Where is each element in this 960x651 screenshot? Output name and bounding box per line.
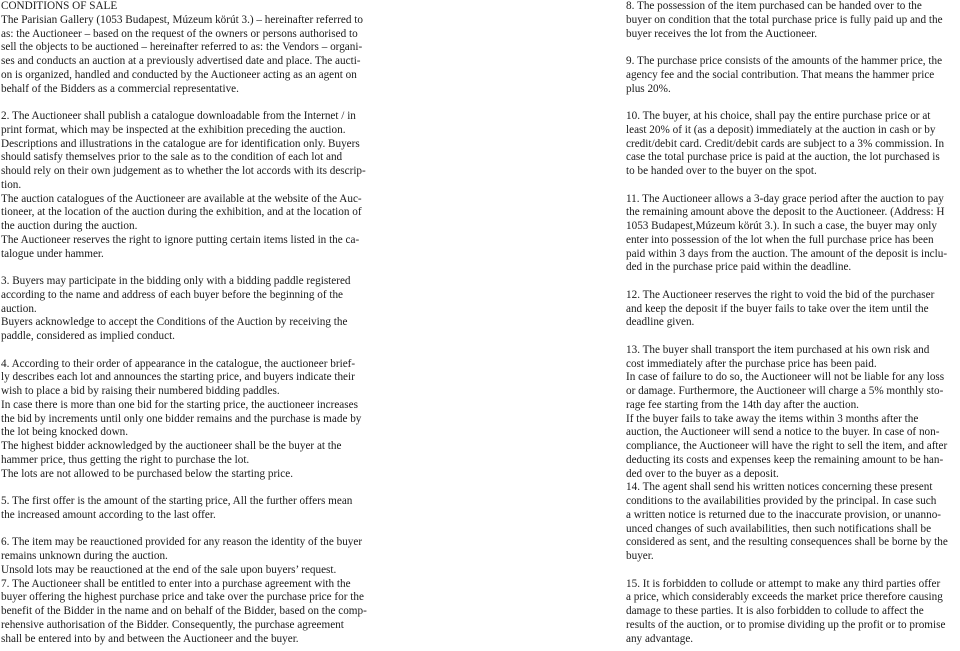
text-line: buyer receives the lot from the Auctioneer. [626,27,818,40]
paragraph-gap [626,96,959,110]
text-line: should satisfy themselves prior to the sale as to the condition of each lot and [1,151,343,164]
text-line: cost immediately after the purchase price has been paid. [626,357,877,370]
text-line: paddle, considered as implied conduct. [1,330,175,342]
text-line: should rely on their own judgement as to whether the lot accords with its descrip- [1,165,366,177]
text-line: 13. The buyer shall transport the item purchased at his own risk and [626,343,930,356]
text-line: 5. The first offer is the amount of the starting price, All the further offers mean [1,495,353,507]
paragraph-gap [1,261,373,275]
text-line: tion. [1,178,22,191]
text-line: plus 20%. [626,82,671,95]
text-line: conditions to the availabilities provided by the principal. In case such [626,495,937,507]
text-line: 1053 Budapest,Múzeum körút 3.). In such a case, the buyer may only [626,220,937,232]
text-line: talogue under hammer. [1,247,104,260]
text-line: ded in the purchase price paid within the deadline. [626,261,852,274]
text-line: a price, which considerably exceeds the market price therefore causing [626,591,943,604]
text-line: paid within 3 days from the auction. The amount of the deposit is inclu- [626,247,948,260]
text-line: hammer price, thus getting the right to purchase the lot. [1,453,250,466]
text-line: the remaining amount above the deposit to the Auctioneer. (Address: H [626,206,945,219]
text-line: ly describes each lot and announces the starting price, and buyers indicate their [1,371,355,384]
text-line: remains unknown during the auction. [1,550,168,562]
paragraph-gap [626,275,959,289]
text-line: as: the Auctioneer – based on the request of the owners or persons authorised to [1,27,358,40]
text-line: auction. [1,302,37,315]
text-line: auction, the Auctioneer will send a notice to the buyer. In case of non- [626,426,940,439]
text-line: on is organized, handled and conducted by the Auctioneer acting as an agent on [1,68,357,81]
text-line: ses and conducts an auction at a previously advertised date and place. The aucti- [1,55,361,67]
text-line: behalf of the Bidders as a commercial representative. [1,82,239,95]
left-column [1,0,373,646]
text-line: sell the objects to be auctioned – hereinafter referred to as: the Vendors – organi- [1,41,363,54]
text-line: 9. The purchase price consists of the amounts of the hammer price, the [626,55,943,67]
paragraph-gap [626,179,959,193]
text-line: considered as sent, and the resulting consequences shall be borne by the [626,536,948,549]
text-line: any advantage. [626,632,694,645]
text-line: tioneer, at the location of the auction during the exhibition, and at the location of [1,206,362,219]
text-line: unced changes of such availabilities, then such notifications shall be [626,522,932,535]
paragraph-gap [626,564,959,578]
text-line: the increased amount according to the last offer. [1,508,216,521]
text-line: the auction during the auction. [1,220,138,232]
text-line: print format, which may be inspected at the exhibition preceding the auction. [1,123,346,136]
text-line: or damage. Furthermore, the Auctioneer will charge a 5% monthly sto- [626,385,944,397]
text-line: Unsold lots may be reauctioned at the end of the sale upon buyers’ request. [1,563,337,576]
text-line: ded over to the buyer as a deposit. [626,467,779,480]
text-line: The Parisian Gallery (1053 Budapest, Múzeum körút 3.) – hereinafter referred to [1,13,363,26]
text-line: shall be entered into by and between the Auctioneer and the buyer. [1,632,299,645]
paragraph-gap [626,330,959,344]
text-line: 8. The possession of the item purchased can be handed over to the [626,0,922,12]
text-line: the lot being knocked down. [1,426,129,439]
text-line: according to the name and address of each buyer before the beginning of the [1,288,344,301]
paragraph-gap [626,41,959,55]
text-line: deadline given. [626,316,695,329]
text-line: deducting its costs and expenses keep the remaining amount to be han- [626,453,944,466]
text-line: case the total purchase price is paid at the auction, the lot purchased is [626,151,940,164]
document-title: CONDITIONS OF SALE [1,0,118,12]
text-line: 10. The buyer, at his choice, shall pay the entire purchase price or at [626,110,931,122]
text-line: benefit of the Bidder in the name and on behalf of the Bidder, based on the comp- [1,605,367,617]
paragraph-gap [1,523,373,537]
text-line: The auction catalogues of the Auctioneer are available at the website of the Auc- [1,192,362,205]
text-line: enter into possession of the lot when the full purchase price has been [626,233,934,246]
paragraph-gap [1,344,373,358]
text-line: In case there is more than one bid for the starting price, the auctioneer increases [1,398,358,411]
text-line: rehensive authorisation of the Bidder. Consequently, the purchase agreement [1,618,344,631]
text-line: buyer. [626,550,654,562]
text-line: 3. Buyers may participate in the bidding only with a bidding paddle registered [1,275,351,287]
text-line: 4. According to their order of appearance in the catalogue, the auctioneer brief- [1,357,356,370]
text-line: and keep the deposit if the buyer fails to take over the item until the [626,302,929,315]
text-line: buyer on condition that the total purchase price is fully paid up and the [626,13,943,26]
text-line: 7. The Auctioneer shall be entitled to enter into a purchase agreement with the [1,577,351,590]
text-line: results of the auction, or to promise dividing up the profit or to promise [626,618,946,631]
text-line: the bid by increments until only one bidder remains and the purchase is made by [1,412,362,425]
text-line: 14. The agent shall send his written notices concerning these present [626,481,933,494]
text-line: wish to place a bid by raising their numbered bidding paddles. [1,385,280,397]
text-line: 15. It is forbidden to collude or attempt to make any third parties offer [626,577,941,590]
text-line: credit/debit card. Credit/debit cards are subject to a 3% commission. In [626,137,945,150]
text-line: buyer offering the highest purchase price and take over the purchase price for the [1,591,364,604]
text-line: least 20% of it (as a deposit) immediately at the auction in cash or by [626,123,936,136]
text-line: The lots are not allowed to be purchased below the starting price. [1,467,294,480]
text-line: damage to these parties. It is also forbidden to collude to affect the [626,605,924,617]
text-line: to be handed over to the buyer on the spot. [626,165,817,177]
text-line: rage fee starting from the 14th day after the auction. [626,398,859,411]
paragraph-gap [1,481,373,495]
text-line: Descriptions and illustrations in the catalogue are for identification only. Buyers [1,137,360,150]
text-line: Buyers acknowledge to accept the Conditions of the Auction by receiving the [1,316,348,329]
text-line: 6. The item may be reauctioned provided for any reason the identity of the buyer [1,536,363,549]
paragraph-gap [1,96,373,110]
text-line: 12. The Auctioneer reserves the right to void the bid of the purchaser [626,288,935,301]
text-line: a written notice is returned due to the inaccurate provision, or unanno- [626,508,942,521]
right-column [626,0,959,646]
text-line: 11. The Auctioneer allows a 3-day grace period after the auction to pay [626,192,944,205]
text-line: agency fee and the social contribution. That means the hammer price [626,68,935,81]
text-line: 2. The Auctioneer shall publish a catalogue downloadable from the Internet / in [1,110,356,122]
text-line: The highest bidder acknowledged by the auctioneer shall be the buyer at the [1,440,342,452]
text-line: In case of failure to do so, the Auctioneer will not be liable for any loss [626,371,945,384]
text-line: If the buyer fails to take away the items within 3 months after the [626,412,919,425]
text-line: compliance, the Auctioneer will have the right to sell the item, and after [626,440,948,452]
text-line: The Auctioneer reserves the right to ignore putting certain items listed in the ca- [1,233,360,246]
